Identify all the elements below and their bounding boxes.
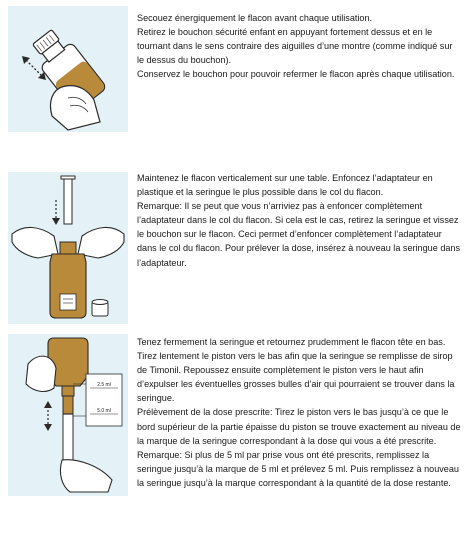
paragraph: Conservez le bouchon pour pouvoir refermer le flacon après chaque utilisation. <box>137 69 455 80</box>
step-shake <box>0 0 467 160</box>
illustration-insert-adapter <box>8 172 128 324</box>
paragraph: Maintenez le flacon verticalement sur une table. Enfoncez l’adaptateur en plastique et la seringue le plus possible dans le col du flacon. <box>137 173 433 198</box>
syringe-dose-icon <box>8 334 128 496</box>
step-shake-text <box>137 11 461 81</box>
paragraph: Prélèvement de la dose prescrite: Tirez le piston vers le bas jusqu’à ce que le bord supérieur de la partie épaisse du piston se trouve exactement au niveau de la marque de la seringue correspondant à la dose qui vous a été prescrite. <box>137 407 461 446</box>
paragraph: Remarque: Si plus de 5 ml par prise vous ont été prescrits, remplissez la seringue jusqu’à la marque de 5 ml et prélevez 5 ml. Puis remplissez à nouveau la seringue jusqu’à la marque correspondant à la quantité de la dose restante. <box>137 449 459 488</box>
paragraph: Tirez lentement le piston vers le bas afin que la seringue se remplisse de sirop de Timonil. Repoussez ensuite complètement le piston vers le haut afin d’expulser les éventuelles grosses bulles d’air qui pourraient se trouver dans la seringue. <box>137 351 455 404</box>
step-adapter <box>0 160 467 330</box>
shake-bottle-icon <box>8 6 128 132</box>
step-adapter-text <box>137 171 461 270</box>
step-dose <box>0 330 467 560</box>
illustration-draw-dose <box>8 334 128 496</box>
illustration-shake-bottle <box>8 6 128 132</box>
syringe-label: 5.0 ml <box>97 408 111 414</box>
step-dose-text <box>137 335 461 490</box>
paragraph: Remarque: Il se peut que vous n’arriviez pas à enfoncer complètement l’adaptateur dans le col du flacon. Si cela est le cas, retirez la seringue et vissez le bouchon sur le flacon. Ceci permet d’enfoncer complètement l’adaptateur dans le col du flacon. Pour prélever la dose, insérez à nouveau la seringue dans l’adaptateur. <box>137 201 461 268</box>
paragraph: Tenez fermement la seringue et retournez prudemment le flacon tête en bas. <box>137 337 446 347</box>
paragraph: Retirez le bouchon sécurité enfant en appuyant fortement dessus et en le tournant dans le sens contraire des aiguilles d’une montre (comme indiqué sur le dessus du bouchon). <box>137 27 453 66</box>
paragraph: Secouez énergiquement le flacon avant chaque utilisation. <box>137 13 373 23</box>
adapter-syringe-icon <box>8 172 128 324</box>
syringe-label: 2.5 ml <box>97 382 111 388</box>
